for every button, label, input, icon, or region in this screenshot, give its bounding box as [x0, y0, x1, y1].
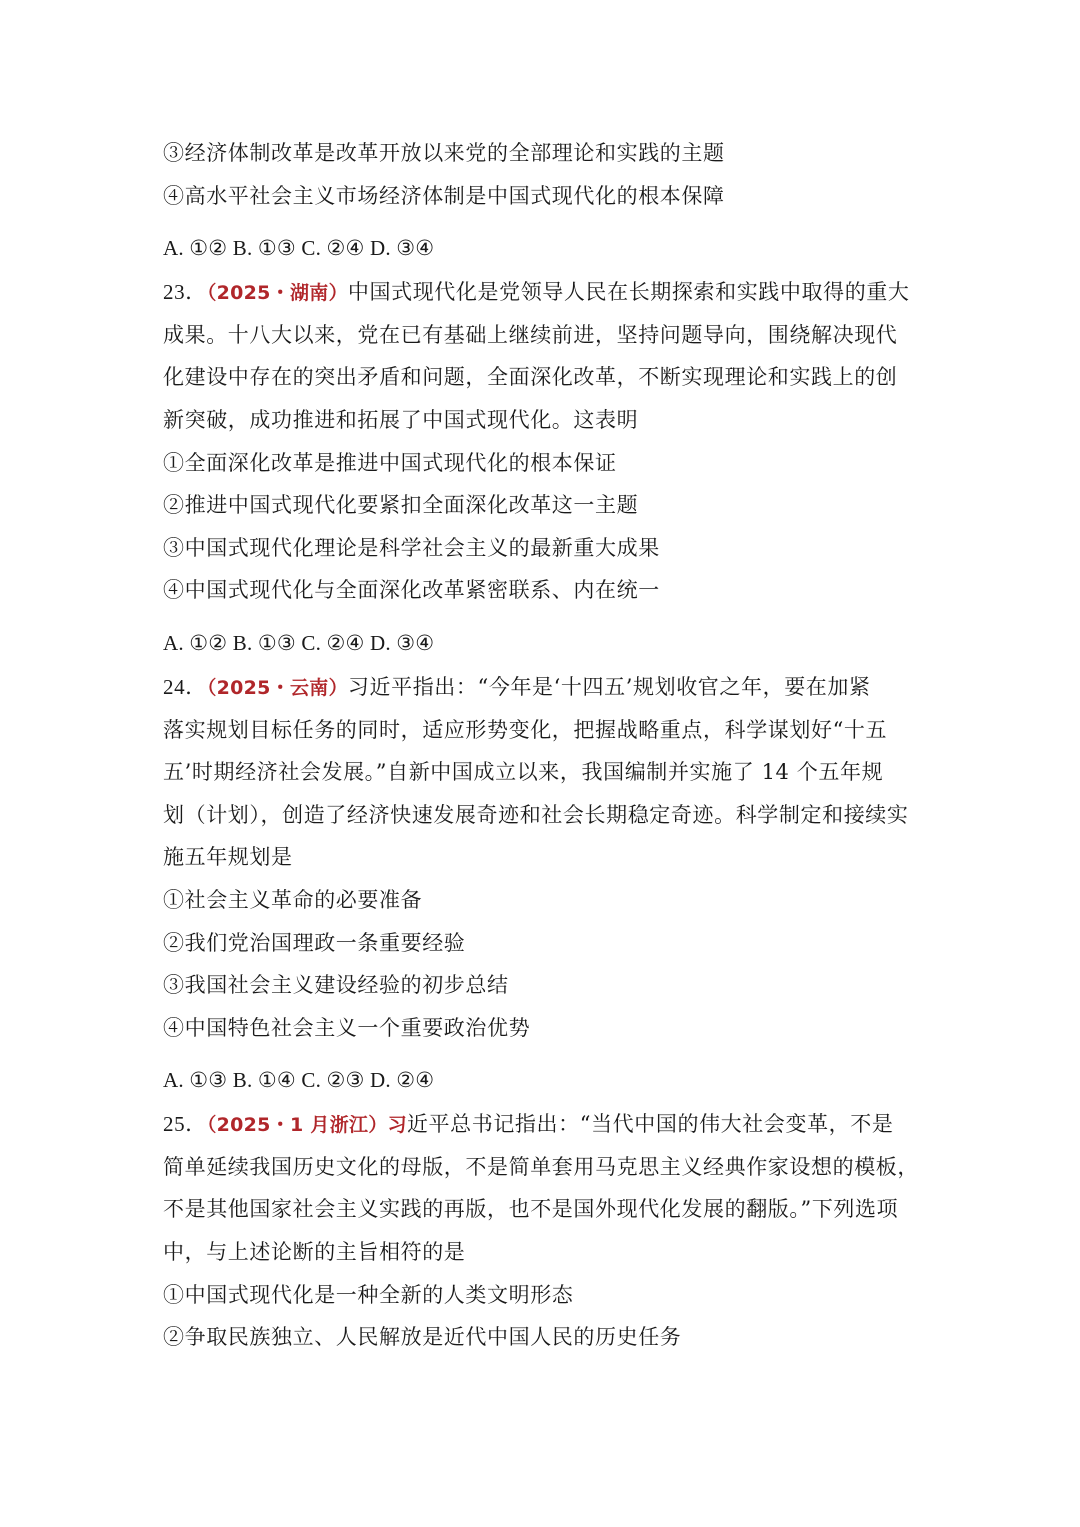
- question-stem-line: 成果。十八大以来，党在已有基础上继续前进，坚持问题导向，围绕解决现代: [163, 322, 898, 347]
- question-stem-line: 五’时期经济社会发展。”自新中国成立以来，我国编制并实施了 14 个五年规: [163, 760, 884, 785]
- question-stem-first-line: [163, 666, 923, 709]
- option-line: ②争取民族独立、人民解放是近代中国人民的历史任务: [163, 1325, 682, 1350]
- question-stem-first-line: [163, 1103, 923, 1146]
- question-stem-first-line: [163, 271, 923, 314]
- question-stem-line: 中，与上述论断的主旨相符的是: [163, 1240, 466, 1265]
- option-line: ④高水平社会主义市场经济体制是中国式现代化的根本保障: [163, 183, 725, 208]
- option-line: ③经济体制改革是改革开放以来党的全部理论和实践的主题: [163, 141, 725, 165]
- question-source: （2025・湖南）: [206, 282, 348, 305]
- option-line: ④中国特色社会主义一个重要政治优势: [163, 1015, 531, 1040]
- question-stem-line: 简单延续我国历史文化的母版，不是简单套用马克思主义经典作家设想的模板，: [163, 1154, 919, 1179]
- question-source: （2025・1 月浙江）习: [206, 1114, 407, 1137]
- answer-choices: A. ①③ B. ①④ C. ②③ D. ②④: [163, 1068, 435, 1093]
- document-page: [163, 132, 923, 1359]
- option-line: ①社会主义革命的必要准备: [163, 887, 423, 912]
- question-25: [163, 1103, 923, 1359]
- question-source: （2025・云南）: [206, 676, 348, 699]
- option-line: ③我国社会主义建设经验的初步总结: [163, 973, 509, 998]
- option-line: ①中国式现代化是一种全新的人类文明形态: [163, 1282, 574, 1307]
- question-number: 23．: [163, 280, 207, 305]
- question-number: 24．: [163, 674, 207, 699]
- question-24: [163, 666, 923, 1101]
- question-stem-line: 施五年规划是: [163, 845, 293, 870]
- option-line: ②推进中国式现代化要紧扣全面深化改革这一主题: [163, 493, 639, 518]
- option-line: ②我们党治国理政一条重要经验: [163, 930, 466, 955]
- prev-question: [163, 132, 923, 269]
- question-stem-text: 习近平指出：“今年是‘十四五’规划收官之年，要在加紧: [347, 674, 871, 699]
- answer-choices: A. ①② B. ①③ C. ②④ D. ③④: [163, 630, 435, 655]
- question-stem-line: 化建设中存在的突出矛盾和问题，全面深化改革，不断实现理论和实践上的创: [163, 365, 898, 390]
- question-stem-line: 划（计划），创造了经济快速发展奇迹和社会长期稳定奇迹。科学制定和接续实: [163, 802, 909, 827]
- option-line: ③中国式现代化理论是科学社会主义的最新重大成果: [163, 535, 660, 560]
- question-stem-line: 落实规划目标任务的同时，适应形势变化，把握战略重点，科学谋划好“十五: [163, 717, 888, 742]
- question-stem-text: 近平总书记指出：“当代中国的伟大社会变革，不是: [406, 1112, 894, 1137]
- question-stem-text: 中国式现代化是党领导人民在长期探索和实践中取得的重大: [347, 280, 910, 305]
- option-line: ④中国式现代化与全面深化改革紧密联系、内在统一: [163, 578, 660, 603]
- question-number: 25．: [163, 1112, 207, 1137]
- question-stem-line: 新突破，成功推进和拓展了中国式现代化。这表明: [163, 407, 639, 432]
- answer-choices: A. ①② B. ①③ C. ②④ D. ③④: [163, 236, 435, 261]
- question-stem-line: 不是其他国家社会主义实践的再版，也不是国外现代化发展的翻版。”下列选项: [163, 1197, 899, 1222]
- option-line: ①全面深化改革是推进中国式现代化的根本保证: [163, 450, 617, 475]
- question-23: [163, 271, 923, 664]
